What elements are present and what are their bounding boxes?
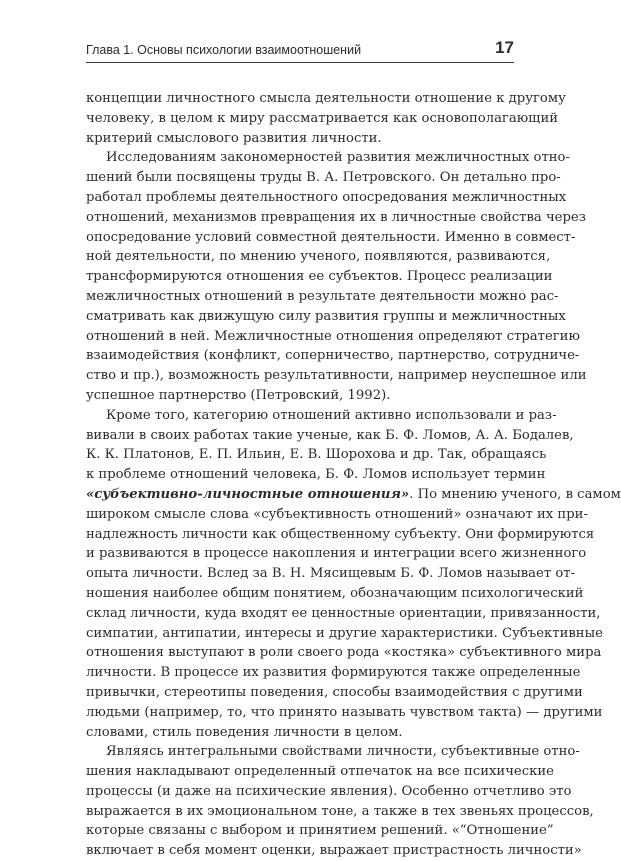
text-line: отношений, механизмов превращения их в личностные свойства через — [86, 209, 586, 225]
text-line: выражается в их эмоциональном тоне, а также в тех звеньях процессов, — [86, 803, 594, 819]
text-line: успешное партнерство (Петровский, 1992). — [86, 387, 391, 403]
text-line: опыта личности. Вслед за В. Н. Мясищевым Б. Ф. Ломов называет от- — [86, 566, 576, 582]
text-line: человеку, в целом к миру рассматривается как основополагающий — [86, 110, 559, 126]
text-line: шения накладывают определенный отпечаток на все психические — [86, 764, 554, 780]
text-line: и развиваются в процессе накопления и интеграции всего жизненного — [86, 546, 587, 562]
text-line: работал проблемы деятельностного опосредования межличностных — [86, 189, 567, 205]
text-line: личности. В процессе их развития формируются также определенные — [86, 665, 581, 681]
text-line: словами, стиль поведения личности в целом. — [86, 724, 403, 740]
text-line: симпатии, антипатии, интересы и другие характеристики. Субъективные — [86, 625, 603, 641]
text-line: критерий смыслового развития личности. — [86, 130, 382, 146]
body-text — [86, 89, 621, 861]
highlighted-term: «субъективно-личностные отношения» — [86, 486, 410, 502]
text-line: людьми (например, то, что принято называть чувством такта) — другими — [86, 704, 603, 720]
text-line: трансформируются отношения ее субъектов. Процесс реализации — [86, 269, 553, 285]
text-line: шений были посвящены труды В. А. Петровского. Он детально про- — [86, 170, 561, 186]
text-line: Исследованиям закономерностей развития межличностных отно- — [106, 150, 570, 166]
text-line: ство и пр.), возможность результативности, например неуспешное или — [86, 368, 587, 384]
text-line: надлежность личности как общественному субъекту. Они формируются — [86, 526, 595, 542]
text-line: К. К. Платонов, Е. П. Ильин, Е. В. Шорохова и др. Так, обращаясь — [86, 447, 547, 463]
text-line: сматривать как движущую силу развития группы и межличностных — [86, 308, 566, 324]
text-line: вивали в своих работах такие ученые, как Б. Ф. Ломов, А. А. Бодалев, — [86, 427, 574, 443]
text-line: к проблеме отношений человека, Б. Ф. Ломов использует термин — [86, 467, 546, 483]
chapter-title: Глава 1. Основы психологии взаимоотношений — [86, 43, 362, 57]
running-header — [86, 36, 514, 63]
text-line: широком смысле слова «субъективность отношений» означают их при- — [86, 506, 588, 522]
text-line: опосредование условий совместной деятельности. Именно в совмест- — [86, 229, 576, 245]
page-number: 17 — [495, 38, 514, 57]
text-line: которые связаны с выбором и принятием решений. «“Отношение” — [86, 823, 554, 839]
text-line: включает в себя момент оценки, выражает пристрастность личности» — [86, 843, 582, 859]
text-line: отношения выступают в роли своего рода «костяка» субъективного мира — [86, 645, 602, 661]
text-line-with-term — [86, 485, 621, 505]
text-line: Кроме того, категорию отношений активно использовали и раз- — [106, 407, 557, 423]
text-line: межличностных отношений в результате деятельности можно рас- — [86, 288, 559, 304]
text-line: привычки, стереотипы поведения, способы взаимодействия с другими — [86, 684, 583, 700]
text-line: ношения наиболее общим понятием, обозначающим психологический — [86, 585, 584, 601]
text-line: процессы (и даже на психические явления). Особенно отчетливо это — [86, 783, 572, 799]
text-line: ной деятельности, по мнению ученого, появляются, развиваются, — [86, 249, 551, 265]
term-line-rest: . По мнению ученого, в самом — [409, 486, 621, 502]
text-line: концепции личностного смысла деятельности отношение к другому — [86, 91, 566, 106]
text-line: Являясь интегральными свойствами личности, субъективные отно- — [106, 744, 580, 760]
text-line: взаимодействия (конфликт, соперничество, партнерство, сотрудниче- — [86, 348, 580, 364]
text-line: отношений в ней. Межличностные отношения определяют стратегию — [86, 328, 580, 344]
text-line: склад личности, куда входят ее ценностные ориентации, привязанности, — [86, 605, 601, 621]
